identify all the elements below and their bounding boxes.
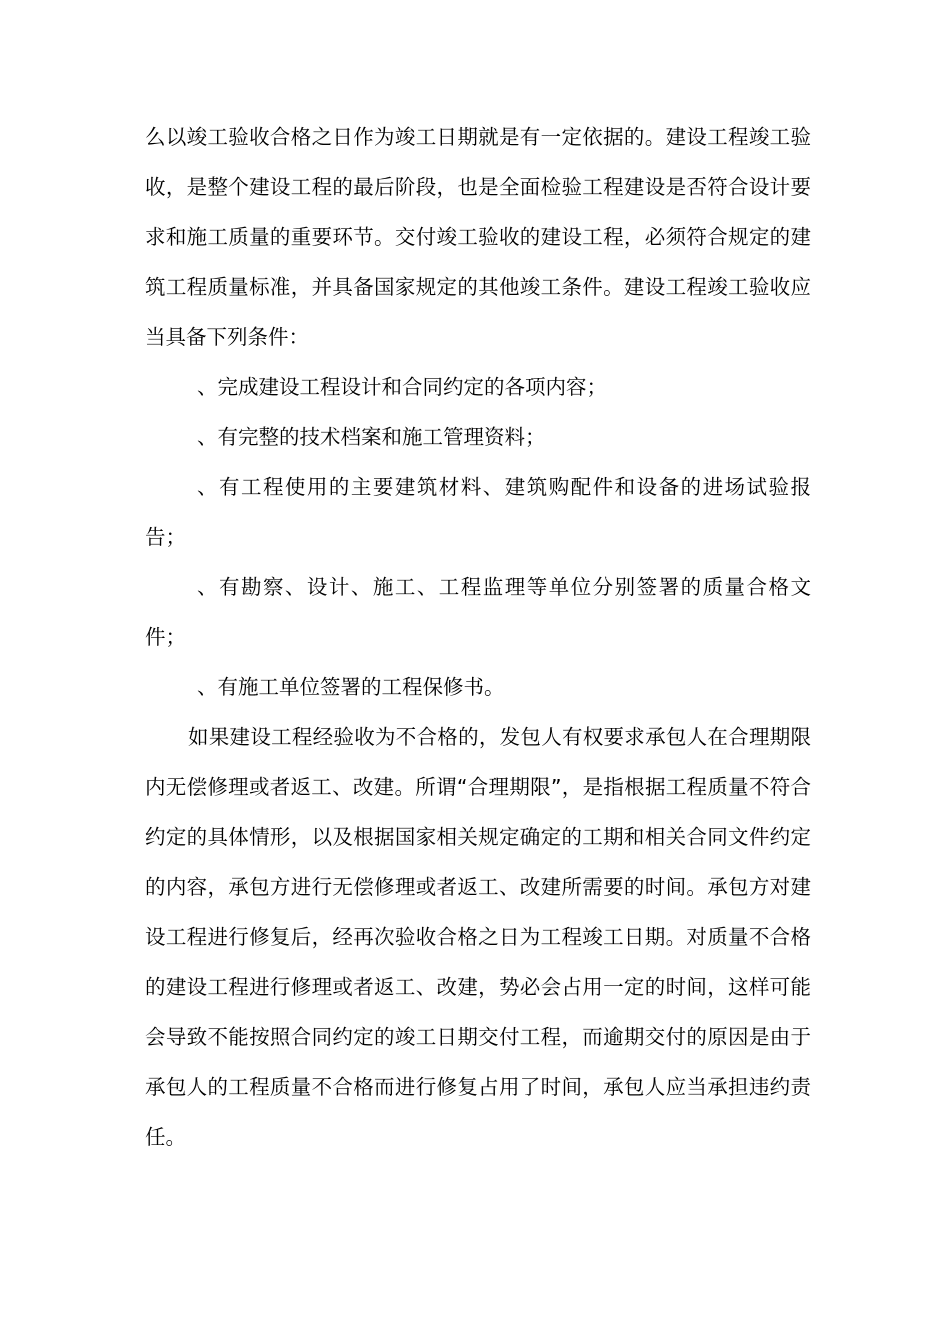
document-page — [145, 112, 811, 1162]
intro-paragraph: 么以竣工验收合格之日作为竣工日期就是有一定依据的。建设工程竣工验收，是整个建设工程的最后阶段，也是全面检验工程建设是否符合设计要求和施工质量的重要环节。交付竣工验收的建设工程，必须符合规定的建筑工程质量标准，并具备国家规定的其他竣工条件。建设工程竣工验收应当具备下列条件： — [145, 125, 811, 349]
condition-item-5: 、有施工单位签署的工程保修书。 — [197, 675, 505, 699]
condition-item-3: 、有工程使用的主要建筑材料、建筑购配件和设备的进场试验报告； — [145, 475, 811, 549]
condition-item-2: 、有完整的技术档案和施工管理资料； — [197, 425, 546, 449]
condition-item-1: 、完成建设工程设计和合同约定的各项内容； — [197, 375, 607, 399]
condition-item-4: 、有勘察、设计、施工、工程监理等单位分别签署的质量合格文件； — [145, 575, 811, 649]
closing-paragraph: 如果建设工程经验收为不合格的，发包人有权要求承包人在合理期限内无偿修理或者返工、改建。所谓“合理期限”，是指根据工程质量不符合约定的具体情形，以及根据国家相关规定确定的工期和相关合同文件约定的内容，承包方进行无偿修理或者返工、改建所需要的时间。承包方对建设工程进行修复后，经再次验收合格之日为工程竣工日期。对质量不合格的建设工程进行修理或者返工、改建，势必会占用一定的时间，这样可能会导致不能按照合同约定的竣工日期交付工程，而逾期交付的原因是由于承包人的工程质量不合格而进行修复占用了时间，承包人应当承担违约责任。 — [145, 725, 811, 1149]
